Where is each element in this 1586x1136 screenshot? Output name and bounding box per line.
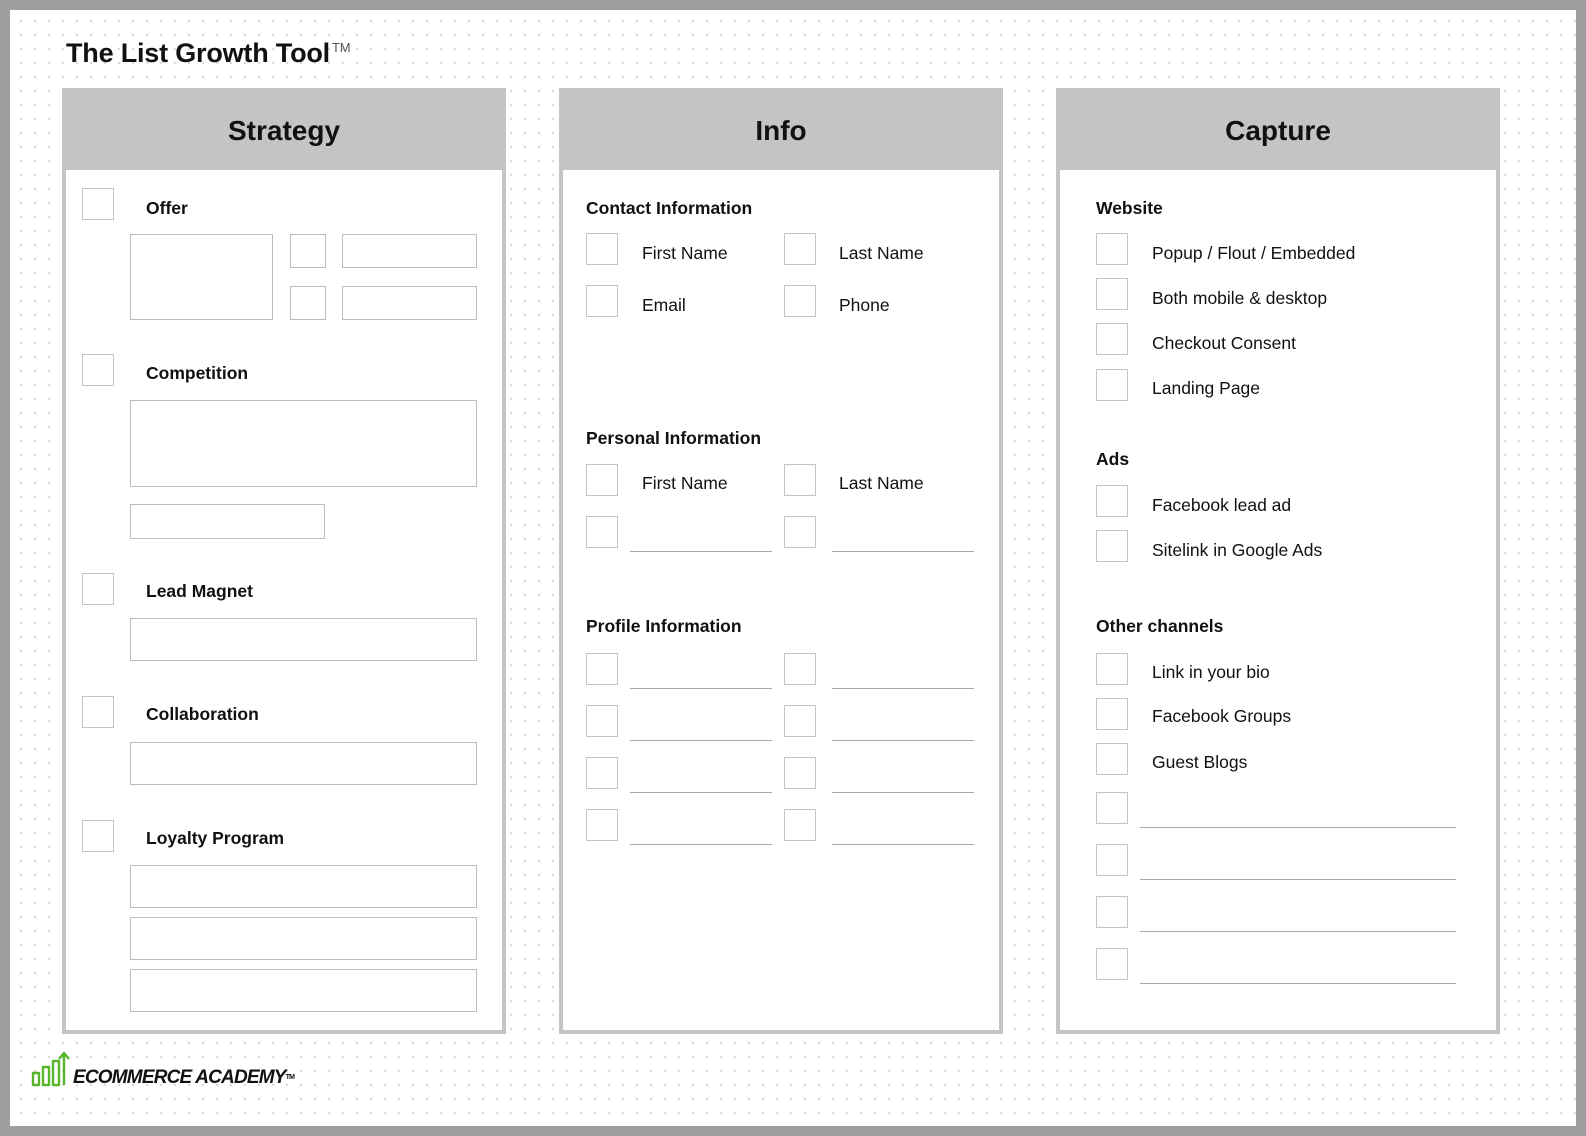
website-item-label-1: Popup / Flout / Embedded (1152, 243, 1356, 263)
profile-checkbox-3b[interactable] (784, 757, 816, 789)
profile-info-title: Profile Information (586, 616, 742, 636)
website-title: Website (1096, 198, 1163, 218)
ads-checkbox-1[interactable] (1096, 485, 1128, 517)
capture-header: Capture (1060, 92, 1496, 170)
offer-label: Offer (146, 198, 188, 218)
profile-checkbox-4a[interactable] (586, 809, 618, 841)
offer-field-wide-2[interactable] (342, 286, 477, 320)
personal-info-title: Personal Information (586, 428, 762, 448)
lead-magnet-checkbox[interactable] (82, 573, 114, 605)
brand-name-text: ECOMMERCE ACADEMY (73, 1067, 286, 1088)
website-item-label-4: Landing Page (1152, 378, 1261, 398)
info-header: Info (563, 92, 999, 170)
profile-checkbox-1a[interactable] (586, 653, 618, 685)
personal-first-name-label: First Name (642, 473, 728, 493)
profile-line-2a[interactable] (630, 740, 772, 741)
personal-custom-checkbox-1[interactable] (586, 516, 618, 548)
other-custom-checkbox-1[interactable] (1096, 792, 1128, 824)
offer-field-small-2[interactable] (290, 286, 326, 320)
other-custom-checkbox-4[interactable] (1096, 948, 1128, 980)
lead-magnet-label: Lead Magnet (146, 581, 253, 601)
worksheet (10, 10, 1576, 1126)
profile-line-3a[interactable] (630, 792, 772, 793)
profile-checkbox-2a[interactable] (586, 705, 618, 737)
personal-last-name-label: Last Name (839, 473, 924, 493)
competition-field-main[interactable] (130, 400, 477, 487)
other-custom-line-2[interactable] (1140, 879, 1456, 880)
other-custom-checkbox-3[interactable] (1096, 896, 1128, 928)
personal-custom-checkbox-2[interactable] (784, 516, 816, 548)
collaboration-label: Collaboration (146, 704, 259, 724)
personal-custom-line-1[interactable] (630, 551, 772, 552)
ads-title: Ads (1096, 449, 1130, 469)
other-custom-line-3[interactable] (1140, 931, 1456, 932)
contact-first-name-label: First Name (642, 243, 728, 263)
website-item-label-3: Checkout Consent (1152, 333, 1296, 353)
competition-label: Competition (146, 363, 249, 383)
collaboration-field[interactable] (130, 742, 477, 785)
profile-line-1b[interactable] (832, 688, 974, 689)
personal-custom-line-2[interactable] (832, 551, 974, 552)
other-custom-line-4[interactable] (1140, 983, 1456, 984)
loyalty-field-3[interactable] (130, 969, 477, 1012)
contact-email-label: Email (642, 295, 686, 315)
contact-phone-checkbox[interactable] (784, 285, 816, 317)
contact-info-title: Contact Information (586, 198, 753, 218)
contact-email-checkbox[interactable] (586, 285, 618, 317)
info-panel (559, 88, 1003, 1034)
offer-field-wide-1[interactable] (342, 234, 477, 268)
profile-line-3b[interactable] (832, 792, 974, 793)
growth-chart-icon (30, 1048, 70, 1088)
other-item-label-1: Link in your bio (1152, 662, 1270, 682)
strategy-panel (62, 88, 506, 1034)
other-checkbox-1[interactable] (1096, 653, 1128, 685)
title-text: The List Growth Tool (66, 38, 330, 68)
profile-checkbox-3a[interactable] (586, 757, 618, 789)
profile-checkbox-2b[interactable] (784, 705, 816, 737)
offer-field-main[interactable] (130, 234, 273, 320)
website-checkbox-2[interactable] (1096, 278, 1128, 310)
website-checkbox-4[interactable] (1096, 369, 1128, 401)
contact-last-name-label: Last Name (839, 243, 924, 263)
website-item-label-2: Both mobile & desktop (1152, 288, 1328, 308)
ads-item-label-2: Sitelink in Google Ads (1152, 540, 1323, 560)
brand-name (73, 1068, 294, 1088)
contact-last-name-checkbox[interactable] (784, 233, 816, 265)
profile-line-2b[interactable] (832, 740, 974, 741)
trademark-mark: TM (331, 40, 351, 55)
loyalty-checkbox[interactable] (82, 820, 114, 852)
profile-checkbox-1b[interactable] (784, 653, 816, 685)
other-custom-checkbox-2[interactable] (1096, 844, 1128, 876)
contact-phone-label: Phone (839, 295, 890, 315)
strategy-header: Strategy (66, 92, 502, 170)
other-custom-line-1[interactable] (1140, 827, 1456, 828)
lead-magnet-field[interactable] (130, 618, 477, 661)
brand-trademark: TM (285, 1074, 295, 1081)
personal-first-name-checkbox[interactable] (586, 464, 618, 496)
other-checkbox-3[interactable] (1096, 743, 1128, 775)
competition-field-short[interactable] (130, 504, 325, 539)
other-item-label-2: Facebook Groups (1152, 706, 1292, 726)
offer-field-small-1[interactable] (290, 234, 326, 268)
loyalty-label: Loyalty Program (146, 828, 285, 848)
other-channels-title: Other channels (1096, 616, 1224, 636)
ecommerce-academy-logo (30, 1048, 294, 1088)
profile-checkbox-4b[interactable] (784, 809, 816, 841)
website-checkbox-1[interactable] (1096, 233, 1128, 265)
personal-last-name-checkbox[interactable] (784, 464, 816, 496)
loyalty-field-1[interactable] (130, 865, 477, 908)
ads-item-label-1: Facebook lead ad (1152, 495, 1292, 515)
capture-panel (1056, 88, 1500, 1034)
profile-line-1a[interactable] (630, 688, 772, 689)
competition-checkbox[interactable] (82, 354, 114, 386)
loyalty-field-2[interactable] (130, 917, 477, 960)
other-item-label-3: Guest Blogs (1152, 752, 1248, 772)
profile-line-4b[interactable] (832, 844, 974, 845)
contact-first-name-checkbox[interactable] (586, 233, 618, 265)
page-title (66, 38, 350, 69)
collaboration-checkbox[interactable] (82, 696, 114, 728)
ads-checkbox-2[interactable] (1096, 530, 1128, 562)
profile-line-4a[interactable] (630, 844, 772, 845)
other-checkbox-2[interactable] (1096, 698, 1128, 730)
offer-checkbox[interactable] (82, 188, 114, 220)
website-checkbox-3[interactable] (1096, 323, 1128, 355)
